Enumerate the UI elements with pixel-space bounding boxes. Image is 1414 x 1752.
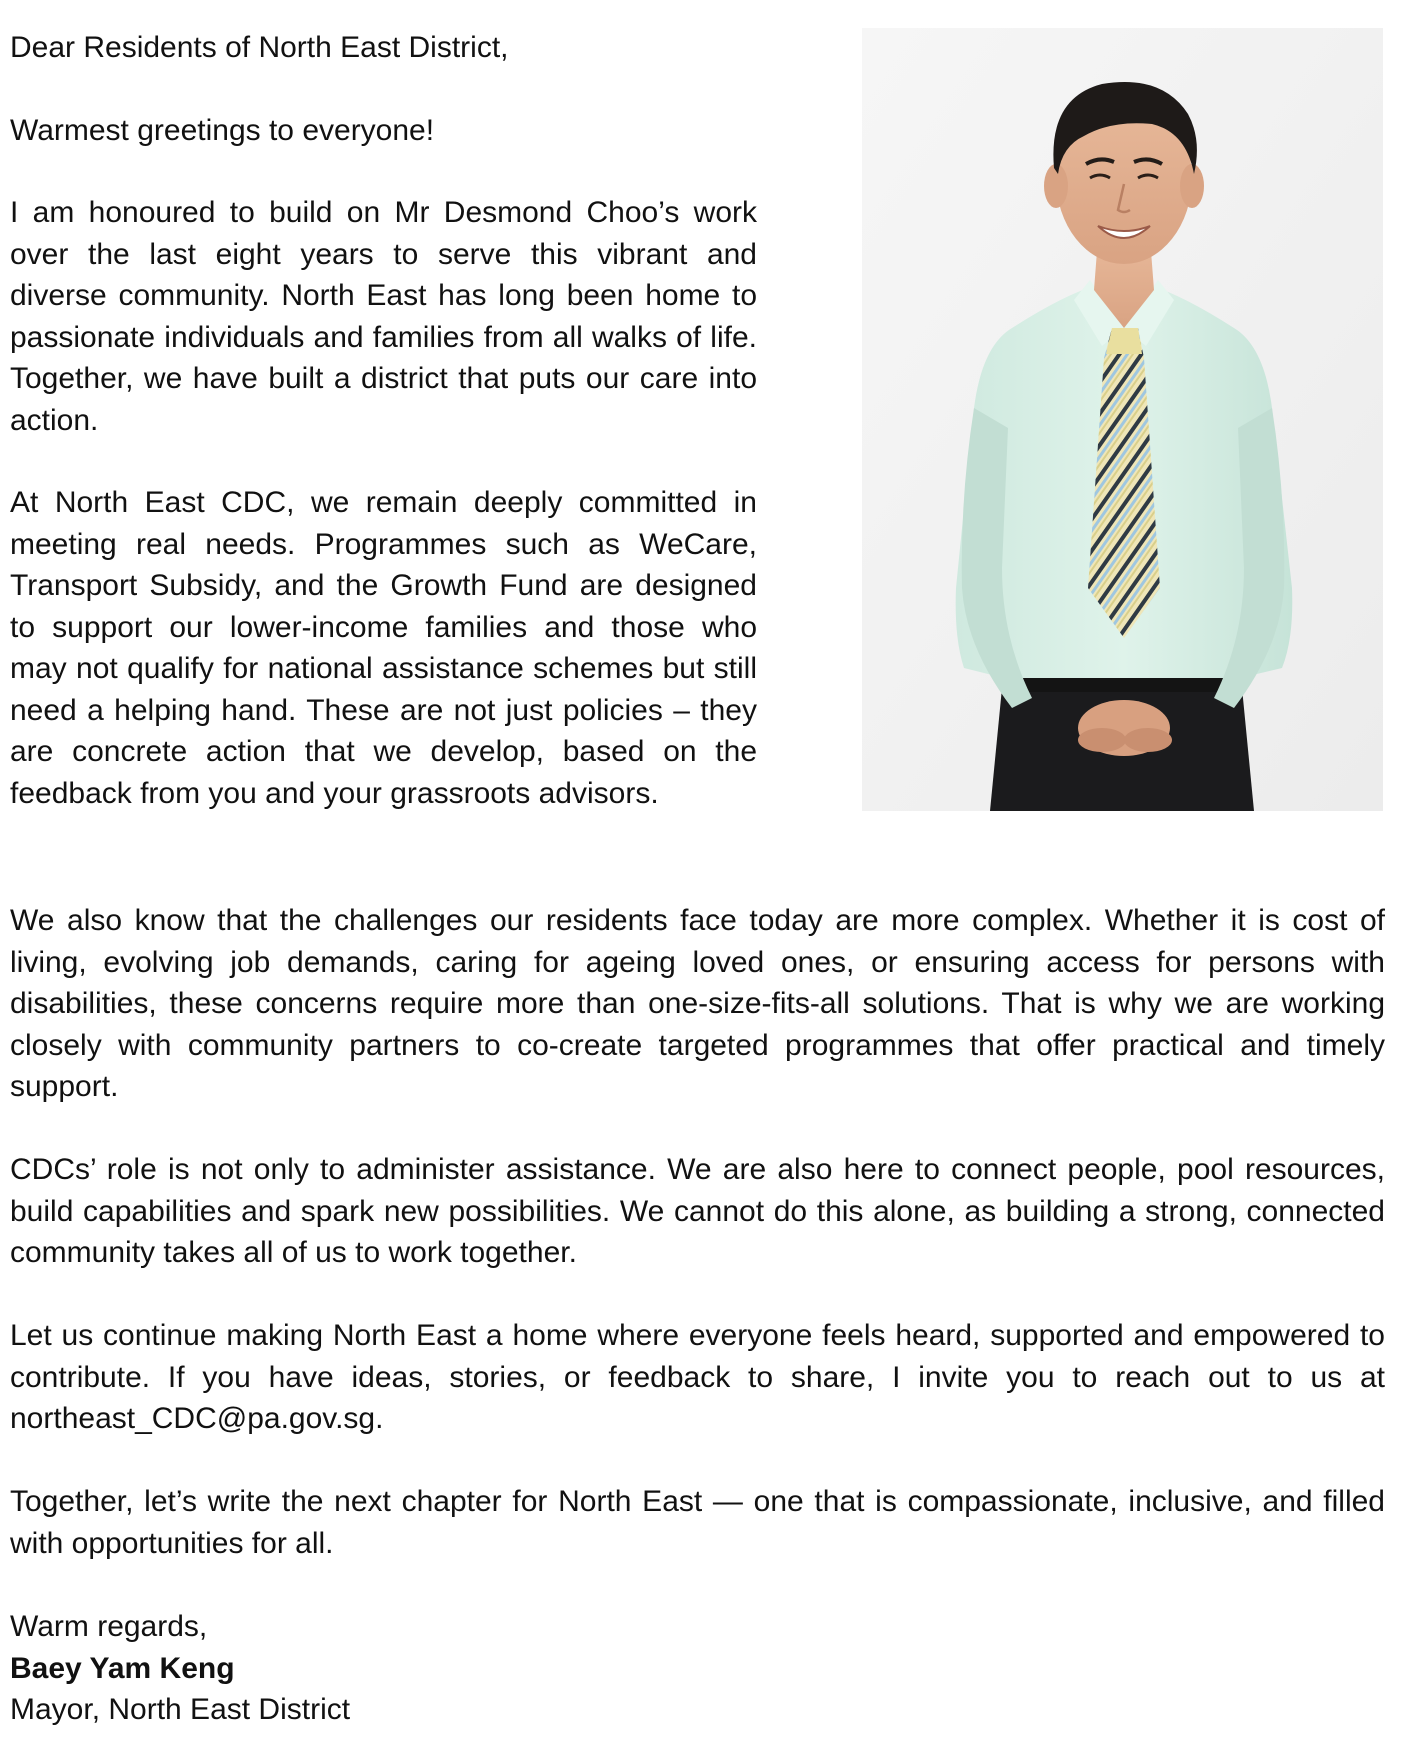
paragraph-6: Together, let’s write the next chapter for North East — one that is compassionate, inclusive, and filled with opportunities for all. bbox=[10, 1485, 1385, 1560]
opening-line: Warmest greetings to everyone! bbox=[10, 114, 435, 147]
sign-off-block bbox=[10, 1606, 810, 1731]
salutation: Dear Residents of North East District, bbox=[10, 31, 509, 64]
paragraph-5: Let us continue making North East a home where everyone feels heard, supported and empowered to contribute. If you have ideas, stories, or feedback to share, I invite you to reach out to us at northeast_CDC@pa.gov.sg. bbox=[10, 1319, 1385, 1435]
paragraph-1: I am honoured to build on Mr Desmond Choo’s work over the last eight years to serve this vibrant and diverse community. North East has long been home to passionate individuals and families from all walks of life. Together, we have built a district that puts our care into action. bbox=[10, 196, 757, 437]
closing: Warm regards, bbox=[10, 1610, 208, 1643]
mayor-portrait-photo bbox=[862, 28, 1383, 811]
signatory-name: Baey Yam Keng bbox=[10, 1651, 235, 1685]
paragraph-2: At North East CDC, we remain deeply committed in meeting real needs. Programmes such as WeCare, Transport Subsidy, and the Growth Fund are designed to support our lower-income families and those who may not qualify for national assistance schemes but still need a helping hand. These are not just policies – they are concrete action that we develop, based on the feedback from you and your grassroots advisors. bbox=[10, 486, 757, 810]
paragraph-3: We also know that the challenges our residents face today are more complex. Whether it is cost of living, evolving job demands, caring for ageing loved ones, or ensuring access for persons with disabilities, these concerns require more than one-size-fits-all solutions. That is why we are working closely with community partners to co-create targeted programmes that offer practical and timely support. bbox=[10, 904, 1385, 1103]
paragraph-4: CDCs’ role is not only to administer assistance. We are also here to connect people, pool resources, build capabilities and spark new possibilities. We cannot do this alone, as building a strong, connected community takes all of us to work together. bbox=[10, 1153, 1385, 1269]
signatory-title: Mayor, North East District bbox=[10, 1693, 351, 1726]
